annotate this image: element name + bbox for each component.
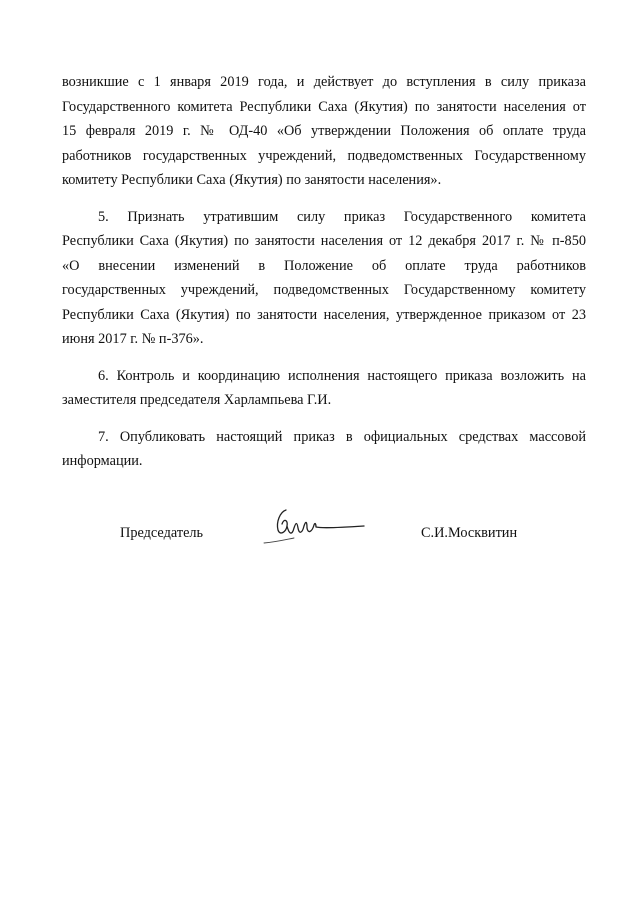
text-line: работников государственных учреждений, подведомственных Государственному: [62, 147, 586, 164]
signatory-name: С.И.Москвитин: [421, 525, 518, 541]
text-line: информации.: [62, 453, 143, 469]
text-line: Республики Саха (Якутия) по занятости населения от 12 декабря 2017 г. № п-850: [62, 233, 586, 249]
paragraph-continuation: [62, 70, 586, 193]
paragraph-item-7: [62, 425, 586, 474]
text-line: «О внесении изменений в Положение об оплате труда работников: [62, 257, 586, 274]
text-line: заместителя председателя Харлампьева Г.И.: [62, 392, 332, 408]
paragraph-item-5: [62, 205, 586, 352]
document-body: [62, 70, 586, 474]
handwritten-signature: [256, 498, 376, 558]
text-line: 15 февраля 2019 г. № ОД-40 «Об утверждении Положения об оплате труда: [62, 123, 586, 139]
text-line: 6. Контроль и координацию исполнения настоящего приказа возложить на: [98, 367, 586, 384]
text-line: июня 2017 г. № п-376».: [62, 331, 204, 347]
text-line: Республики Саха (Якутия) по занятости населения, утвержденное приказом от 23: [62, 306, 586, 323]
text-line: возникшие с 1 января 2019 года, и действует до вступления в силу приказа: [62, 74, 586, 90]
paragraph-item-6: [62, 364, 586, 413]
signatory-title: Председатель: [120, 525, 204, 541]
text-line: 7. Опубликовать настоящий приказ в официальных средствах массовой: [98, 428, 586, 445]
text-line: 5. Признать утратившим силу приказ Государственного комитета: [98, 208, 586, 225]
text-line: Государственного комитета Республики Саха (Якутия) по занятости населения от: [62, 98, 586, 115]
text-line: государственных учреждений, подведомственных Государственному комитету: [62, 282, 586, 298]
text-line: комитету Республики Саха (Якутия) по занятости населения».: [62, 172, 442, 188]
